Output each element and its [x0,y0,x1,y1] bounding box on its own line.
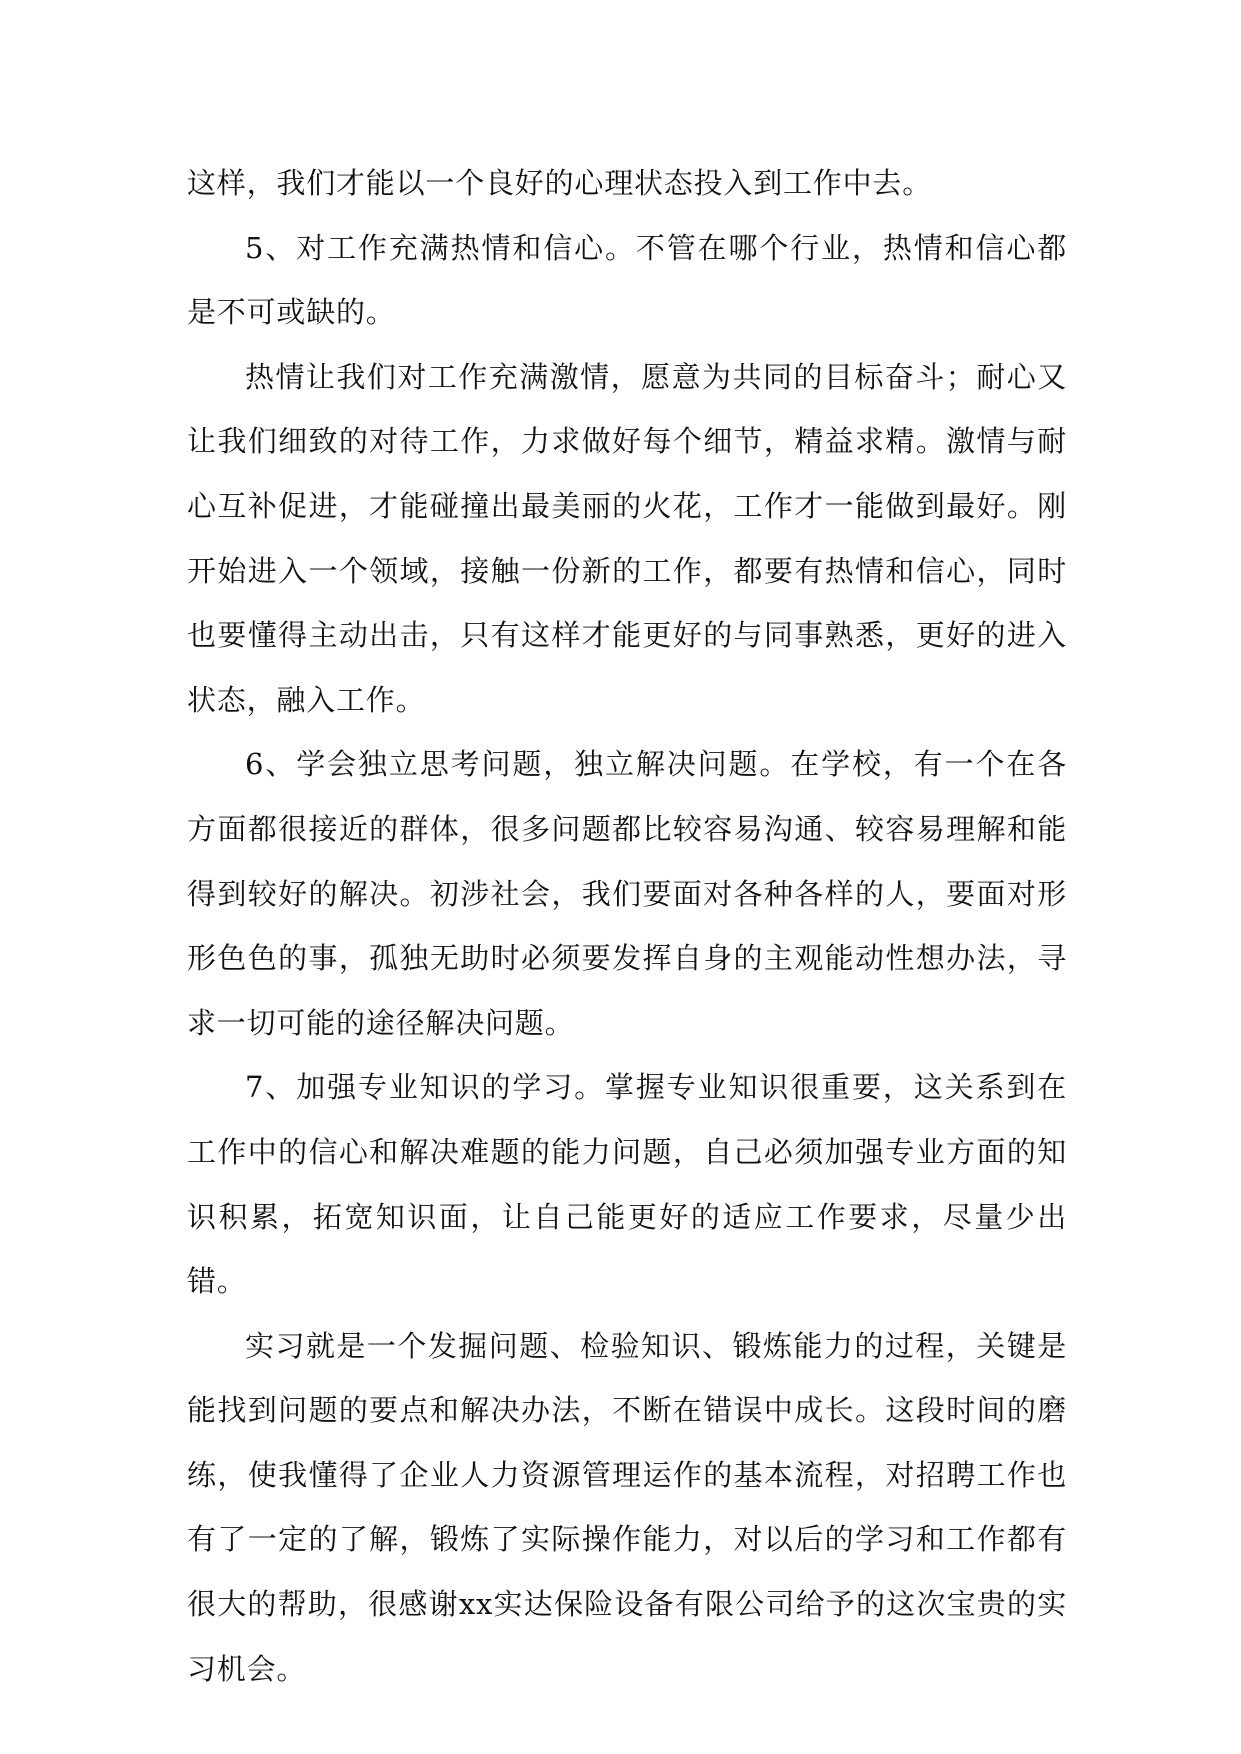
paragraph-point-5: 5、对工作充满热情和信心。不管在哪个行业，热情和信心都是不可或缺的。 [187,230,1067,330]
paragraph-point-6: 6、学会独立思考问题，独立解决问题。在学校，有一个在各方面都很接近的群体，很多问题都比较容易沟通、较容易理解和能得到较好的解决。初涉社会，我们要面对各种各样的人，要面对形形色色的事，孤独无助时必须要发挥自身的主观能动性想办法，寻求一切可能的途径解决问题。 [187,747,1067,1040]
paragraph-continuation: 这样，我们才能以一个良好的心理状态投入到工作中去。 [187,166,933,200]
paragraph-point-7: 7、加强专业知识的学习。掌握专业知识很重要，这关系到在工作中的信心和解决难题的能力问题，自己必须加强专业方面的知识积累，拓宽知识面，让自己能更好的适应工作要求，尽量少出错。 [187,1070,1067,1299]
document-body [187,151,1067,1701]
paragraph-conclusion: 实习就是一个发掘问题、检验知识、锻炼能力的过程，关键是能找到问题的要点和解决办法，不断在错误中成长。这段时间的磨练，使我懂得了企业人力资源管理运作的基本流程，对招聘工作也有了一定的了解，锻炼了实际操作能力，对以后的学习和工作都有很大的帮助，很感谢xx实达保险设备有限公司给予的这次宝贵的实习机会。 [187,1328,1067,1686]
paragraph-enthusiasm: 热情让我们对工作充满激情，愿意为共同的目标奋斗；耐心又让我们细致的对待工作，力求做好每个细节，精益求精。激情与耐心互补促进，才能碰撞出最美丽的火花，工作才一能做到最好。刚开始进入一个领域，接触一份新的工作，都要有热情和信心，同时也要懂得主动出击，只有这样才能更好的与同事熟悉，更好的进入状态，融入工作。 [187,359,1067,717]
